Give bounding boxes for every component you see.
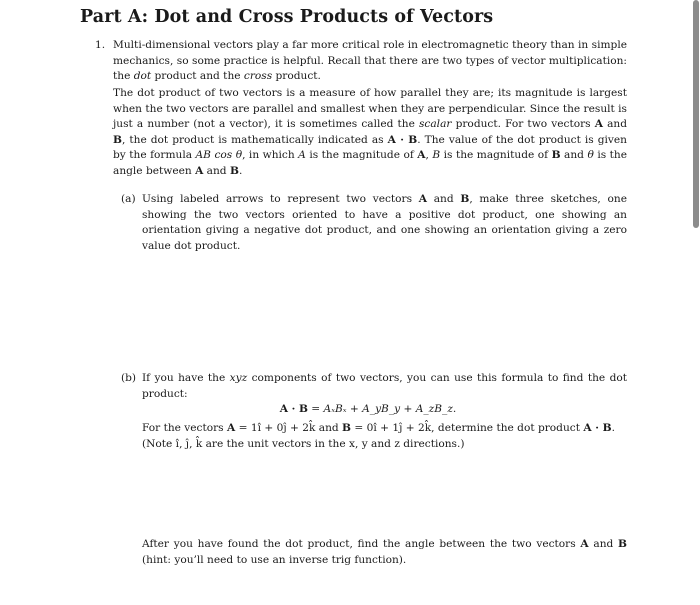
vertical-scrollbar[interactable]	[692, 0, 700, 605]
scalar-emphasis: scalar	[419, 118, 452, 131]
part-a-label: (a)	[121, 193, 136, 205]
cross-emphasis: cross	[243, 70, 273, 83]
dot-formula: AB cos θ	[195, 149, 243, 162]
item-number: 1.	[95, 39, 106, 51]
dot-product-equation: A · B = AₓBₓ + A_yB_y + A_zB_z.	[279, 403, 457, 415]
intro-paragraph: Multi-dimensional vectors play a far more critical role in electromagnetic theory than in simple mechanics, so some practice is helpful. Recall that there are two types of vector multiplication: the dot product and the cross product.	[113, 39, 627, 83]
section-title: Part A: Dot and Cross Products of Vectors	[80, 7, 494, 27]
part-a-text: Using labeled arrows to represent two vectors A and B, make three sketches, one showing the two vectors oriented to have a positive dot product, one showing an orientation giving a negative dot product, and one showing an orientation giving a zero value dot product.	[142, 193, 627, 252]
part-b-text: If you have the xyz components of two vectors, you can use this formula to find the dot product:	[142, 372, 627, 400]
part-b-label: (b)	[121, 372, 137, 384]
part-b-question: For the vectors A = 1î + 0ĵ + 2k̂ and B = 0î + 1ĵ + 2k̂, determine the dot product A · B. (Note î, ĵ, k̂ are the unit vectors in the x, y and z directions.)	[142, 422, 615, 450]
dot-notation: A · B	[387, 133, 418, 146]
unit-vector-note: (Note î, ĵ, k̂ are the unit vectors in the x, y and z directions.)	[142, 437, 465, 450]
part-c-text: After you have found the dot product, find the angle between the two vectors A and B (hint: you’ll need to use an inverse trig function).	[142, 538, 627, 566]
dot-product-paragraph: The dot product of two vectors is a measure of how parallel they are; its magnitude is largest when the two vectors are parallel and smallest when they are perpendicular. Since the result is just a number (not a vector), it is sometimes called the scalar product. For two vectors A and B, the dot product is mathematically indicated as A · B. The value of the dot product is given by the formula AB cos θ, in which A is the magnitude of A, B is the magnitude of B and θ is the angle between A and B.	[113, 87, 627, 177]
dot-emphasis: dot	[133, 70, 152, 83]
scrollbar-thumb[interactable]	[693, 0, 699, 228]
